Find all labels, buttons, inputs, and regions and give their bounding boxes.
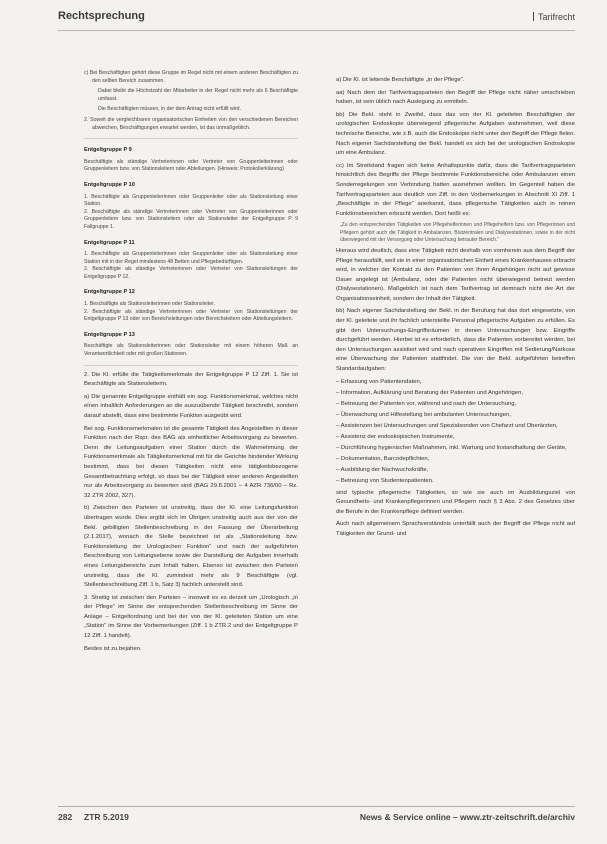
group-title: Entgeltgruppe P 9 bbox=[84, 147, 132, 154]
group-title: Entgeltgruppe P 11 bbox=[84, 239, 135, 246]
topic-label-text: Tarifrecht bbox=[537, 12, 575, 22]
paragraph: Hieraus wird deutlich, dass eine Tätigkeit nicht deshalb von vornherein aus dem Begriff der Pflege herausfällt, weil sie in einer organisatorischen Einheit eines Krankenhauses erbracht wird, in welcher der Kontakt zu den Patienten von ihren Angehörigen nicht auf gewisse Dauer angelegt ist (Ambulanz, oder die Patienten nicht überwiegend betreut werden (Dialysestationen). Maßgeblich ist nach dem Tarifvertrag ist demnach nicht der Art der Organisationseinheit, sondern der Inhalt der Tätigkeit. bbox=[336, 247, 575, 302]
paragraph: bb) Die Bekl. steht in Zweifel, dass das von der Kl. geleiteten Beschäftigten der urologischen Endoskopie überwiegend pflegerische Aufgaben wahrnehmen, weil diese technische Bereiche, wie z.B. auch die Endoskopie nicht unter den Begriff der Pflege fielen. Nach eigener Sachdarstellung der Bekl. handelt es sich bei der urologischen Endoskopie um eine Ambulanz. bbox=[336, 111, 575, 157]
section-title: Rechtsprechung bbox=[58, 10, 145, 22]
paragraph: a) Die Kl. ist leitende Beschäftigte „in der Pflege“. bbox=[336, 77, 465, 83]
paragraph: Auch nach allgemeinem Sprachverständnis unterfällt auch der Begriff der Pflege nicht auf Tätigkeiten der Grund- und bbox=[336, 521, 575, 537]
group-text: Beschäftigte als ständige Vertreterinnen oder Vertreter von Gruppenleiterinnen oder Gruppenleitern bzw. von Stationsleitern oder Abteilungen. (Hinweis: Protokollerklärung) bbox=[84, 158, 298, 173]
journal-issue: ZTR 5.2019 bbox=[84, 812, 129, 822]
paragraph: bb) Nach eigener Sachdarstellung der Bekl. in der Berufung hat das dort eingesetzte, von der Kl. geleitete und ihr fachlich unterstellte Personal pflegerische Aufgaben zu erfüllen. Es gibt den Untersuchungs-Eingriffsräumen in denen Untersuchungen bzw. Eingriffe durchgeführt werden. Hierbei ist es erforderlich, dass die Patienten vorbereitet werden, bei den Untersuchungen assistiert wird und nach operativen Eingriffen mit Sedierung/Narkose eine Überwachung der Patienten stattfindet. Die von der Bekl. aufgeführten betreffen Standardaufgaben: bbox=[336, 308, 575, 373]
paragraph: sind typische pflegerische Tätigkeiten, so wie sie auch im Ausbildungsziel von Gesundheits- und Krankenpflegerinnen und Pflegern nach § 3 Abs. 2 des Gesetzes über die Berufe in der Krankenpflege definiert werden. bbox=[336, 489, 575, 515]
page-number: 282 bbox=[58, 812, 73, 822]
paragraph: Beides ist zu bejahen. bbox=[84, 645, 142, 652]
list-item: 2. Soweit die vergleichbaren organisatorischen Einheiten von den verschiedenen Bereichen abweichen, Beschäftigungen erwartet werden, ist das unmaßgeblich. bbox=[84, 116, 298, 131]
list-item: – Überwachung und Hilfestellung bei ambulanten Untersuchungen, bbox=[336, 411, 511, 418]
group-title: Entgeltgruppe P 10 bbox=[84, 181, 135, 188]
list-item: – Dokumentation, Barcodepflichten, bbox=[336, 456, 430, 463]
topic-label bbox=[533, 12, 575, 22]
footer-link[interactable]: News & Service online – www.ztr-zeitschrift.de/archiv bbox=[359, 812, 575, 822]
list-item: – Betreuung der Patienten vor, während und nach der Untersuchung, bbox=[336, 400, 517, 407]
page-header bbox=[58, 8, 575, 31]
page-footer bbox=[58, 806, 575, 825]
list-item: – Erfassung von Patientendaten, bbox=[336, 378, 422, 385]
divider bbox=[84, 365, 298, 366]
paragraph: b) Zwischen den Parteien ist unstreitig, dass der Kl. eine Leitungsfunktion übertragen wurde. Dies ergibt sich im Übrigen unstreitig auch aus der von der Bekl. gebilligten Stellenbeschreibung in der Fassung der Überarbeitung (2.1.2017), wonach die Stelle bezeichnet ist als „Stationsleitung bzw. Funktionsleitung der Urologischen Funktion“ und nach der aufgeführten Beschreibung von Leitungsebene sowie der Darstellung der Aufgaben innerhalb eines Leitungsbereichs zum Inhalt haben. Ebenso ist zwischen den Parteien unstreitig, dass die Kl. zumindest mehr als 9 Beschäftigte (vgl. Stellenbeschreibung Ziff. 1 b, Satz 3) fachlich unterstellt sind. bbox=[84, 505, 298, 589]
list-item: – Information, Aufklärung und Beratung der Patienten und Angehörigen, bbox=[336, 389, 523, 396]
list-item: – Durchführung hygienischer Maßnahmen, inkl. Wartung und Instandhaltung der Geräte, bbox=[336, 445, 567, 452]
group-text: 1. Beschäftigte als Gruppenleiterinnen oder Gruppenleiter oder als Stationsleitung einer Station mit in der Regel mindestens 48 Betten und Pflegebedürftigen. 2. Beschäftigte als ständige Vertreterinnen oder Vertreter von Stationsleitungen der Entgeltgruppe P 12. bbox=[84, 251, 298, 280]
paragraph: cc) Im Streitstand fragen sich keine Anhaltspunkte dafür, dass die Tarifvertragsparteien hinsichtlich des Begriffs der Pflege bestimmte Funktionsbereiche oder Ambulanzen einen Sonderregelungen von Verbindung hatten ausnehmen wollten. Im Gegenteil haben die Tarifvertragsparteien aus deutlich von Ziff. in den Vorbemerkungen in Abschnitt XI Ziff. 1 „Beschäftigte in der Pflege“ anerkannt, dass pflegerische Tätigkeiten auch in reinen Funktionsbereichen erbracht werden. Dort heißt es: bbox=[336, 162, 575, 217]
list-item: – Betreuung von Studentenpatienten. bbox=[336, 478, 434, 485]
paragraph: aa) Nach dem der Tarifvertragsparteien den Begriff der Pflege nicht näher umschrieben haben, ist sein üblich nach Auslegung zu ermitteln. bbox=[336, 89, 575, 106]
paragraph: Bei sog. Funktionsmerkmalen ist die gesamte Tätigkeit des Angestellten in dieser Funktion nach der Rspr. des BAG als einheitlicher Arbeitsvorgang zu bewerten. Denn die Leitungsaufgaben einer Station durch die Wahrnehmung der Funktionsmerkmale als Tätigkeitsmerkmal mit für die Gerichte bindender Wirkung bestimmt, dass bei diesen Tätigkeiten nicht eine tätigkeitsbezogene Gesamtbetrachtung erfolgt, so dass bei der Tätigkeit einer anderen Angestellten nur als Arbeitsvorgang zu bewerten sind (BAG 29.8.2001 – 4 AZR 736/00 – Rz. 32 ZTR 2002, 327). bbox=[84, 425, 298, 499]
list-item: – Assistenz der endoskopischen Instrumente, bbox=[336, 434, 455, 441]
group-text: 1. Beschäftigte als Stationsleiterinnen oder Stationsleiter. 2. Beschäftigte als ständige Vertreterinnen oder Vertreter von Stationsleitungen der Entgeltgruppe P 13 oder von Bereichsleitungen oder Bereichsleitern oder Abteilungsleitern. bbox=[84, 301, 298, 323]
list-item: Dabei bleibt die Höchstzahl der Mitarbeiter in der Regel nicht mehr als 6 Beschäftigte umfasst. bbox=[98, 88, 298, 102]
list-item: – Ausbildung der Nachwuchskräfte, bbox=[336, 467, 429, 474]
left-column bbox=[84, 70, 298, 657]
group-title: Entgeltgruppe P 13 bbox=[84, 331, 135, 338]
list-item: – Assistenzen bei Untersuchungen und Spezialsonden von Chefarzt und Oberärzten, bbox=[336, 423, 558, 430]
quote: „Zu den entsprechenden Tätigkeiten von Pflegehelferinnen und Pflegehelfern bzw. von Pflegerinnen und Pflegern gehört auch die Tätigkeit in Ambulanzen, Blutzentralen und Dialysestationen, sowie in der nicht überwiegend mit der Versorgung oder Untersuchung betrauter Bereich.“ bbox=[340, 222, 575, 243]
paragraph: a) Die genannte Entgeltgruppe enthält ein sog. Funktionsmerkmal, welches nicht einen inhaltlich Anforderungen an die auszuübende Tätigkeit beschreibt, sondern darauf abstellt, dass eine bestimmte Funktion ausgeübt wird. bbox=[84, 393, 298, 419]
divider bbox=[533, 12, 534, 21]
divider bbox=[84, 138, 298, 139]
group-text: 1. Beschäftigte als Gruppenleiterinnen oder Gruppenleiter oder als Stationsleitung einer Station. 2. Beschäftigte als ständige Vertreterinnen oder Vertreter von Gruppenleiterinnen oder Gruppenleitern bzw. von Stationsleitern oder als Stationsleiter der Entgeltgruppe P 9 Fallgruppe 1. bbox=[84, 193, 298, 230]
group-title: Entgeltgruppe P 12 bbox=[84, 289, 135, 296]
paragraph: 3. Streitig ist zwischen den Parteien – insoweit es es derzeit um „Urologisch „in der Pflege“ im Sinne der entsprechenden Stellenbeschreibung im Sinne der Anlage – Entgeltordnung und bei der von der Kl. geleiteten Station um eine „Station“ im Sinne der Vorbemerkungen (Ziff. 1 b ZTR 2 und der Entgeltgruppe P 12 Ziff. 1 handelt). bbox=[84, 594, 298, 640]
paragraph: 2. Die Kl. erfülle die Tätigkeitsmerkmale der Entgeltgruppe P 12 Ziff. 1. Sie ist Beschäftigte als Stationsleiterin. bbox=[84, 371, 298, 388]
right-column bbox=[336, 76, 575, 543]
group-text: Beschäftigte als Stationsleiterinnen oder Stationsleiter mit einem höheren Maß an Verantwortlichkeit oder mit großen Stationen. bbox=[84, 343, 298, 358]
list-item: c) Bei Beschäftigten gehört diese Gruppe im Regel nicht mit einem anderen Beschäftigten zu den selben Bereich zusammen. bbox=[84, 70, 298, 84]
list-item: Die Beschäftigten müssen, in der dem Antrag nicht erfüllt wird. bbox=[98, 106, 242, 113]
